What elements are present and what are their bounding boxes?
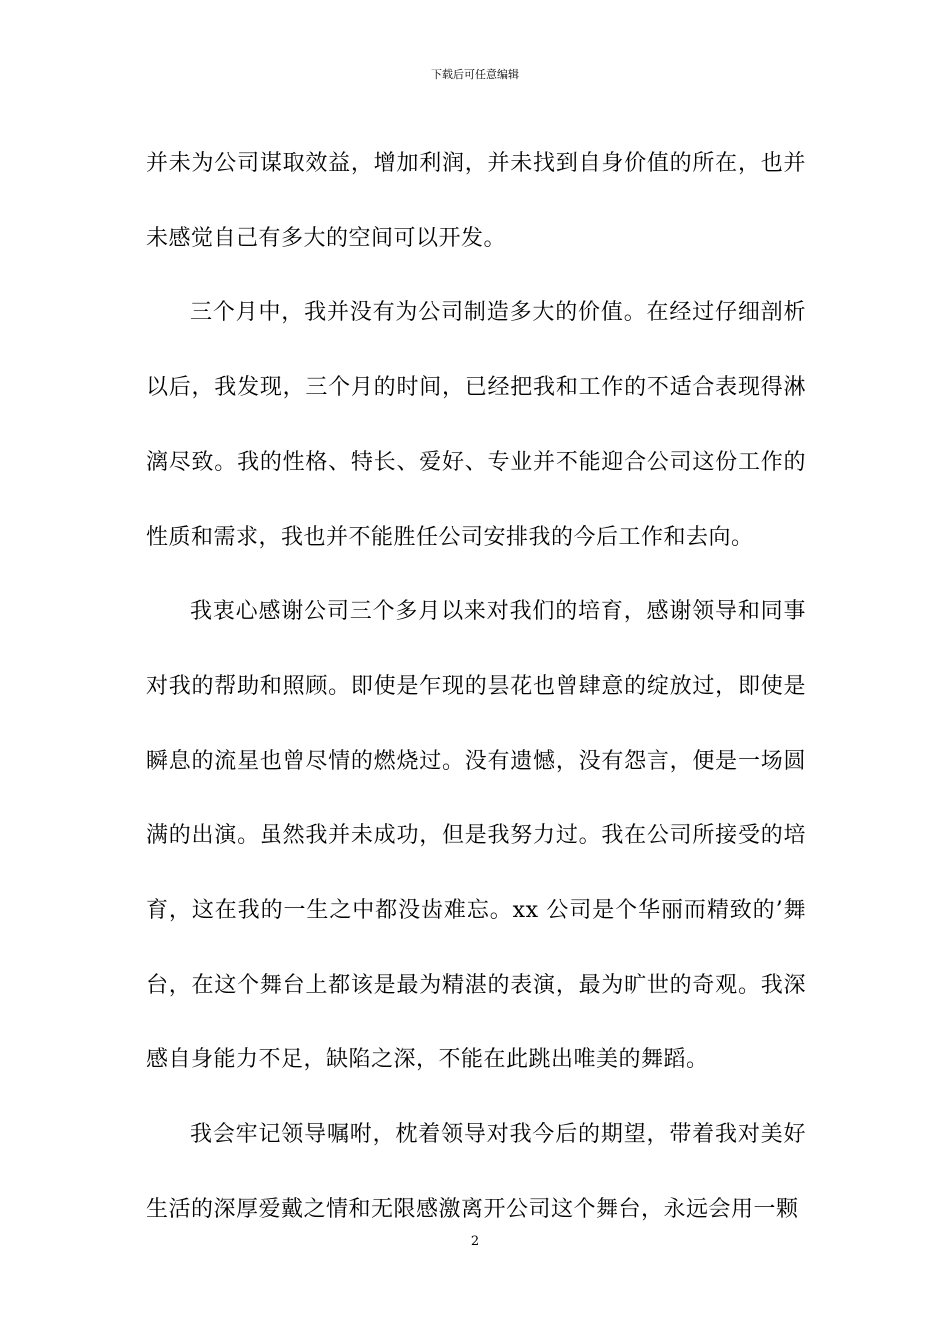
page-header: 下载后可任意编辑 — [431, 68, 519, 81]
paragraph: 三个月中，我并没有为公司制造多大的价值。在经过仔细剖析以后，我发现，三个月的时间，已经把我和工作的不适合表现得淋漓尽致。我的性格、特长、爱好、专业并不能迎合公司这份工作的性质和需求，我也并不能胜任公司安排我的今后工作和去向。 — [146, 300, 806, 550]
page-number: 2 — [470, 1234, 480, 1249]
paragraph: 并未为公司谋取效益，增加利润，并未找到自身价值的所在，也并未感觉自己有多大的空间可以开发。 — [146, 151, 806, 251]
paragraph: 我衷心感谢公司三个多月以来对我们的培育，感谢领导和同事对我的帮助和照顾。即使是乍现的昙花也曾肆意的绽放过，即使是瞬息的流星也曾尽情的燃烧过。没有遗憾，没有怨言，便是一场圆满的出演。虽然我并未成功，但是我努力过。我在公司所接受的培育，这在我的一生之中都没齿难忘。xx 公司是个华丽而精致的’舞台，在这个舞台上都该是最为精湛的表演，最为旷世的奇观。我深感自身能力不足，缺陷之深，不能在此跳出唯美的舞蹈。 — [146, 599, 806, 1073]
document-body — [146, 127, 806, 1248]
paragraph: 我会牢记领导嘱咐，枕着领导对我今后的期望，带着我对美好生活的深厚爱戴之情和无限感激离开公司这个舞台，永远会用一颗 — [146, 1122, 806, 1222]
